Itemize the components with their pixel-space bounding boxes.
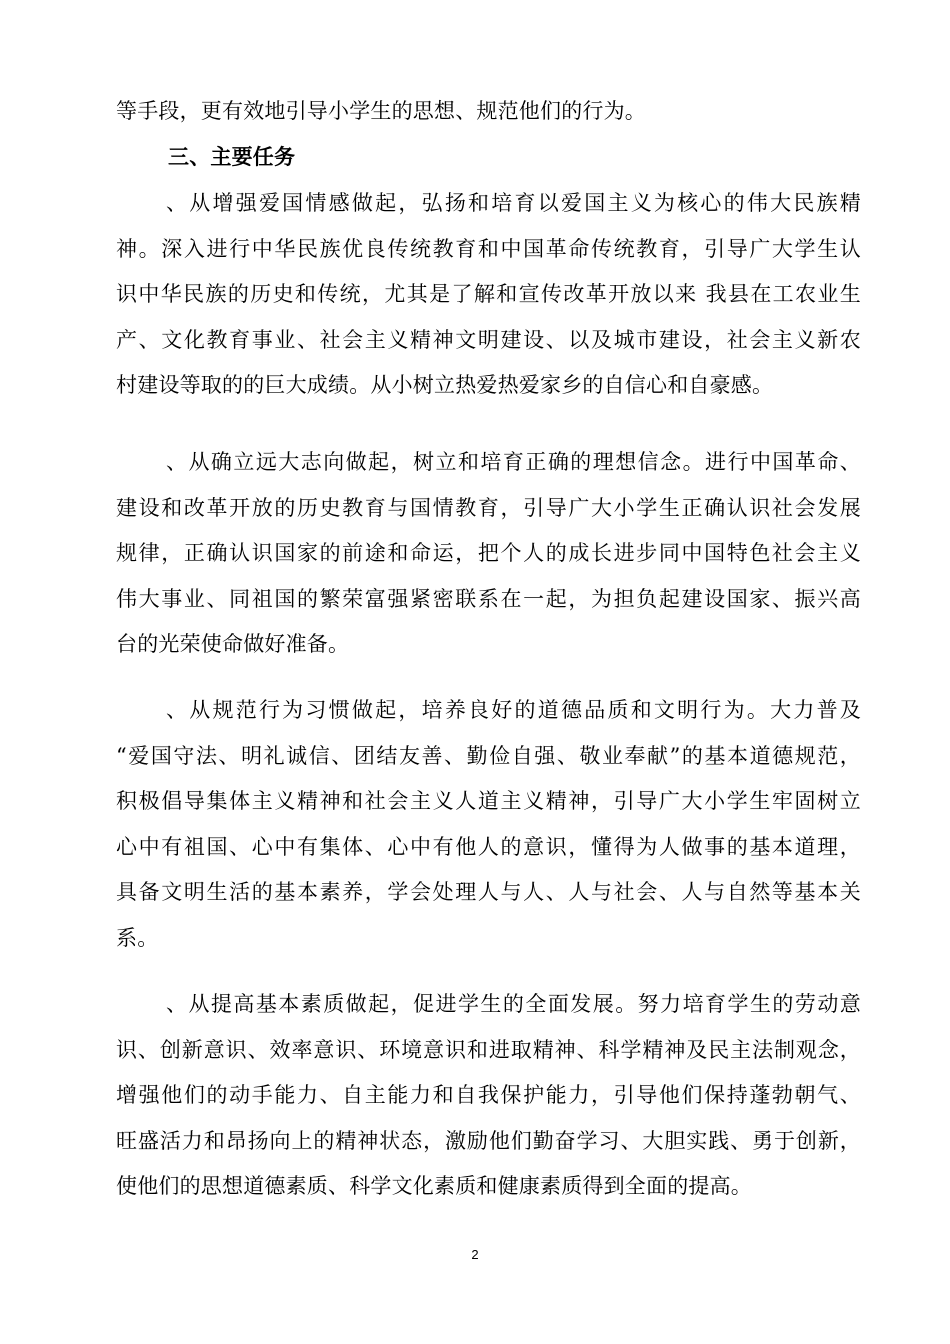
intro-paragraph	[116, 89, 861, 135]
paragraph-line: 心中有祖国、心中有集体、心中有他人的意识，懂得为人做事的基本道理，	[116, 834, 861, 859]
paragraph-line: 村建设等取的的巨大成绩。从小树立热爱热爱家乡的自信心和自豪感。	[116, 373, 774, 397]
section-heading-block	[116, 135, 861, 181]
task-paragraph-1	[116, 181, 861, 409]
paragraph-line: 系。	[116, 925, 159, 950]
paragraph-line: 伟大事业、同祖国的繁荣富强紧密联系在一起，为担负起建设国家、振兴高	[116, 586, 861, 611]
paragraph-line: 、从提高基本素质做起，促进学生的全面发展。努力培育学生的劳动意	[166, 992, 861, 1016]
paragraph-line: 、从规范行为习惯做起，培养良好的道德品质和文明行为。大力普及	[166, 698, 861, 722]
task-paragraph-4	[116, 982, 861, 1210]
section-heading: 三、主要任务	[168, 145, 296, 169]
paragraph-line: 具备文明生活的基本素养，学会处理人与人、人与社会、人与自然等基本关	[116, 880, 861, 904]
paragraph-line: “爱国守法、明礼诚信、团结友善、勤俭自强、敬业奉献”的基本道德规范，	[116, 743, 861, 768]
task-paragraph-3	[116, 688, 861, 961]
paragraph-line: 神。深入进行中华民族优良传统教育和中国革命传统教育，引导广大学生认	[116, 236, 861, 261]
page-number: 2	[471, 1247, 479, 1262]
paragraph-line: 识中华民族的历史和传统，尤其是了解和宣传改革开放以来 我县在工农业生	[116, 282, 861, 306]
paragraph-line: 积极倡导集体主义精神和社会主义人道主义精神，引导广大小学生牢固树立	[116, 789, 861, 813]
task-paragraph-2	[116, 440, 861, 668]
paragraph-line: 、从确立远大志向做起，树立和培育正确的理想信念。进行中国革命、	[166, 450, 861, 474]
paragraph-line: 识、创新意识、效率意识、环境意识和进取精神、科学精神及民主法制观念，	[116, 1037, 861, 1062]
paragraph-line: 建设和改革开放的历史教育与国情教育，引导广大小学生正确认识社会发展	[116, 495, 861, 520]
paragraph-line: 产、文化教育事业、社会主义精神文明建设、以及城市建设，社会主义新农	[116, 327, 861, 352]
paragraph-line: 增强他们的动手能力、自主能力和自我保护能力，引导他们保持蓬勃朝气、	[116, 1083, 861, 1107]
paragraph-line: 台的光荣使命做好准备。	[116, 632, 350, 656]
intro-line: 等手段，更有效地引导小学生的思想、规范他们的行为。	[116, 99, 646, 123]
paragraph-line: 旺盛活力和昂扬向上的精神状态，激励他们勤奋学习、大胆实践、勇于创新，	[116, 1128, 861, 1153]
paragraph-line: 规律，正确认识国家的前途和命运，把个人的成长进步同中国特色社会主义	[116, 541, 861, 565]
paragraph-line: 使他们的思想道德素质、科学文化素质和健康素质得到全面的提高。	[116, 1174, 752, 1198]
paragraph-line: 、从增强爱国情感做起，弘扬和培育以爱国主义为核心的伟大民族精	[166, 191, 861, 215]
